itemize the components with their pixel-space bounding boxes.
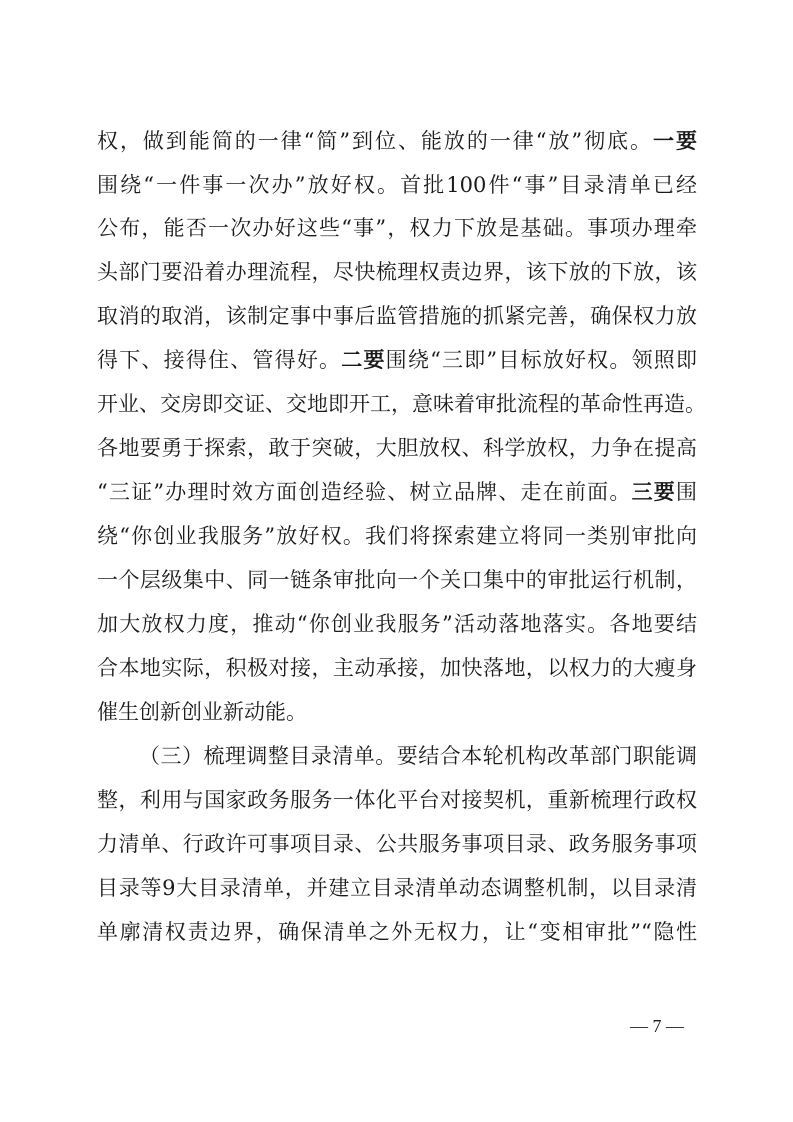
page-number: — 7 —	[630, 1016, 684, 1036]
bold-run: 三要	[631, 479, 676, 504]
text-line	[97, 346, 697, 374]
text-line: 头部门要沿着办理流程，尽快梳理权责边界，该下放的下放，该	[97, 260, 697, 284]
text-line: 催生创新创业新动能。	[97, 700, 307, 724]
text-line: （三）梳理调整目录清单。要结合本轮机构改革部门职能调	[139, 744, 697, 768]
text-line: 单廓清权责边界，确保清单之外无权力，让“变相审批”“隐性	[97, 920, 697, 944]
text-run: 围绕“三即”目标放好权。领照即	[385, 348, 698, 372]
text-line: 各地要勇于探索，敢于突破，大胆放权、科学放权，力争在提高	[97, 436, 697, 460]
text-line: 加大放权力度，推动“你创业我服务”活动落地落实。各地要结	[97, 612, 697, 636]
text-line: 围绕“一件事一次办”放好权。首批100件“事”目录清单已经	[97, 173, 697, 197]
text-line: 取消的取消，该制定事中事后监管措施的抓紧完善，确保权力放	[97, 304, 697, 328]
text-line: 力清单、行政许可事项目录、公共服务事项目录、政务服务事项	[97, 832, 697, 856]
text-line: 合本地实际，积极对接，主动承接，加快落地，以权力的大瘦身	[97, 656, 697, 680]
text-line: 目录等9大目录清单，并建立目录清单动态调整机制，以目录清	[97, 876, 697, 900]
text-run: 得下、接得住、管得好。	[97, 348, 342, 372]
text-run: 权，做到能简的一律“简”到位、能放的一律“放”彻底。	[97, 129, 654, 153]
text-line	[97, 478, 697, 506]
text-line: 整，利用与国家政务服务一体化平台对接契机，重新梳理行政权	[97, 788, 697, 812]
text-line	[97, 127, 697, 155]
text-run: “三证”办理时效方面创造经验、树立品牌、走在前面。	[97, 480, 632, 504]
text-line: 绕“你创业我服务”放好权。我们将探索建立将同一类别审批向	[97, 524, 697, 548]
text-line: 公布，能否一次办好这些“事”，权力下放是基础。事项办理牵	[97, 216, 697, 240]
text-run: 围	[676, 480, 697, 504]
text-line: 一个层级集中、同一链条审批向一个关口集中的审批运行机制，	[97, 568, 697, 592]
text-line: 开业、交房即交证、交地即开工，意味着审批流程的革命性再造。	[97, 392, 706, 416]
bold-run: 一要	[653, 128, 697, 153]
bold-run: 二要	[341, 347, 386, 372]
